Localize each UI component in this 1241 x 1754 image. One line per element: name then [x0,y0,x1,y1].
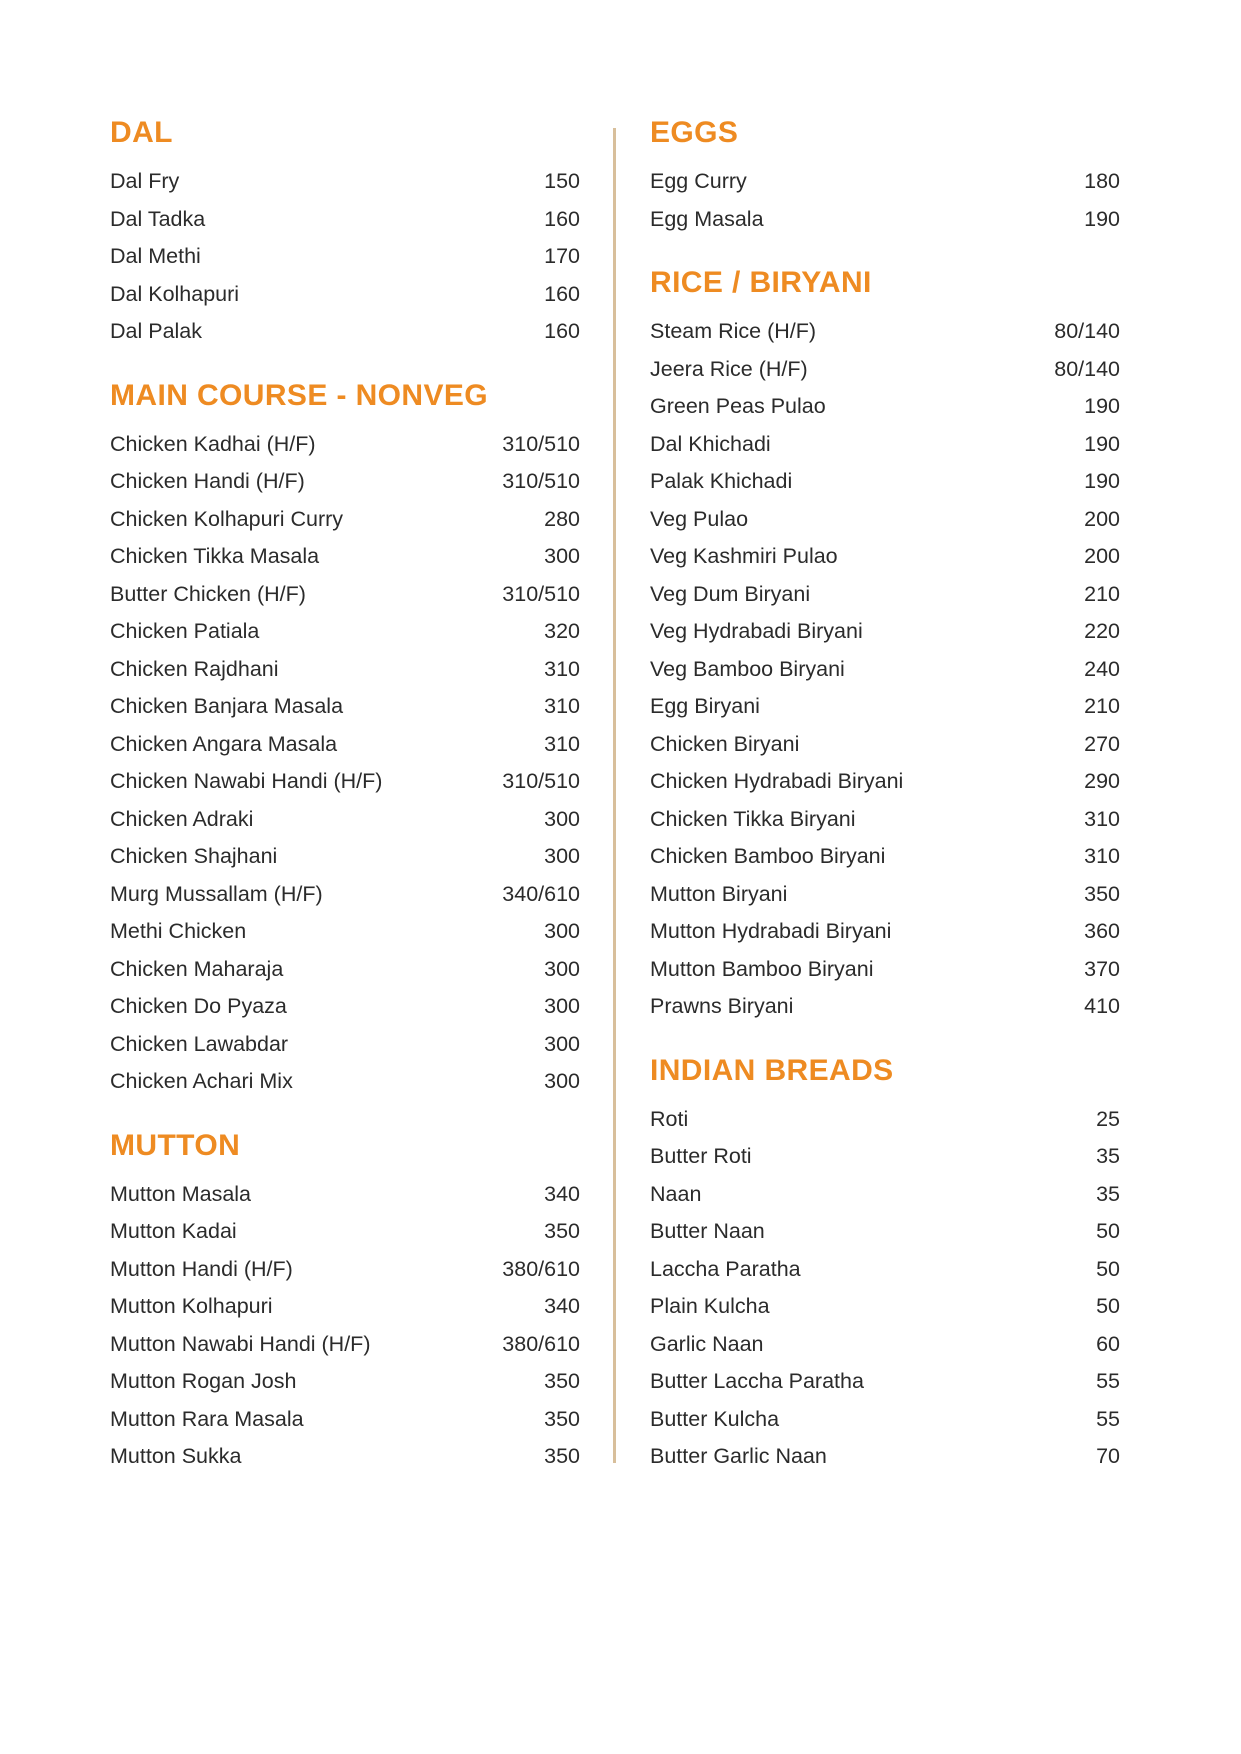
menu-item-name: Dal Khichadi [650,431,771,456]
menu-item-name: Chicken Kolhapuri Curry [110,506,344,531]
menu-item-name: Steam Rice (H/F) [650,319,817,343]
menu-item-name: Mutton Rara Masala [110,1406,304,1431]
menu-item-name: Mutton Nawabi Handi (H/F) [110,1331,371,1356]
menu-item-row [110,276,580,314]
menu-item-name: Butter Garlic Naan [650,1444,827,1468]
menu-item-row [110,463,580,501]
menu-item-price: 35 [1096,1144,1120,1168]
menu-item-price: 190 [1084,206,1120,231]
menu-item-name: Plain Kulcha [650,1294,770,1318]
menu-item-row [650,201,1120,239]
menu-item-price: 350 [544,1444,580,1468]
menu-section-dal [110,118,580,351]
menu-item-price: 310/510 [502,469,580,493]
menu-item-name: Butter Kulcha [650,1406,780,1431]
menu-item-name: Egg Biryani [650,694,760,718]
menu-item-row [110,763,580,801]
menu-item-name: Mutton Handi (H/F) [110,1256,293,1281]
menu-item-name: Laccha Paratha [650,1256,801,1281]
menu-item-name: Dal Fry [110,169,180,193]
menu-item-price: 270 [1084,731,1120,756]
menu-item-price: 80/140 [1054,356,1120,381]
menu-item-price: 370 [1084,956,1120,981]
menu-item-name: Veg Dum Biryani [650,581,811,606]
menu-item-list [110,426,580,1101]
menu-item-name: Dal Kolhapuri [110,281,240,306]
menu-item-price: 350 [544,1369,580,1393]
menu-item-row [110,238,580,276]
menu-item-name: Dal Palak [110,319,203,343]
menu-item-price: 310 [1084,844,1120,868]
menu-item-row [650,1326,1120,1364]
menu-item-name: Mutton Sukka [110,1444,242,1468]
menu-item-price: 50 [1096,1294,1120,1318]
menu-item-price: 55 [1096,1406,1120,1431]
menu-item-price: 300 [544,994,580,1018]
menu-item-price: 310/510 [502,769,580,793]
menu-item-price: 380/610 [502,1256,580,1281]
menu-item-name: Murg Mussallam (H/F) [110,881,323,906]
menu-item-row [110,1401,580,1439]
menu-item-name: Mutton Hydrabadi Biryani [650,919,892,943]
column-divider [613,128,616,1463]
menu-item-name: Veg Kashmiri Pulao [650,544,838,568]
menu-item-price: 300 [544,1069,580,1093]
menu-item-name: Prawns Biryani [650,994,794,1018]
menu-item-list [650,1101,1120,1476]
menu-section-rice-biryani [650,268,1120,1026]
menu-item-row [110,538,580,576]
menu-item-row [650,838,1120,876]
menu-columns [110,116,1131,1468]
menu-item-price: 300 [544,956,580,981]
menu-item-price: 190 [1084,431,1120,456]
menu-item-price: 300 [544,544,580,568]
menu-column-right [650,118,1120,1476]
menu-item-row [110,1176,580,1214]
menu-item-row [650,501,1120,539]
menu-item-name: Chicken Biryani [650,731,800,756]
section-title-mutton: MUTTON [110,1128,241,1162]
menu-item-row [650,951,1120,989]
menu-item-row [110,201,580,239]
menu-item-price: 170 [544,244,580,268]
menu-item-row [650,1438,1120,1476]
menu-item-row [650,651,1120,689]
menu-item-row [110,1288,580,1326]
menu-item-row [110,313,580,351]
menu-item-list [110,163,580,351]
menu-item-price: 350 [1084,881,1120,906]
menu-item-name: Chicken Nawabi Handi (H/F) [110,769,383,793]
menu-section-main-course-nonveg [110,378,580,1101]
menu-item-row [650,613,1120,651]
menu-item-name: Veg Hydrabadi Biryani [650,619,863,643]
menu-item-row [110,163,580,201]
menu-item-price: 350 [544,1406,580,1431]
menu-item-price: 190 [1084,394,1120,418]
menu-item-row [110,1363,580,1401]
section-title-main-course-nonveg: MAIN COURSE - NONVEG [110,378,489,412]
menu-item-row [650,726,1120,764]
menu-item-name: Chicken Lawabdar [110,1031,289,1056]
menu-item-price: 300 [544,806,580,831]
menu-item-price: 340 [544,1294,580,1318]
menu-item-name: Butter Laccha Paratha [650,1369,864,1393]
menu-item-name: Chicken Patiala [110,619,260,643]
menu-item-row [650,1401,1120,1439]
menu-item-name: Chicken Do Pyaza [110,994,287,1018]
menu-item-name: Chicken Tikka Masala [110,544,320,568]
menu-item-price: 350 [544,1219,580,1243]
menu-item-price: 200 [1084,506,1120,531]
menu-item-row [110,651,580,689]
menu-item-name: Jeera Rice (H/F) [650,356,808,381]
menu-item-row [650,1288,1120,1326]
menu-section-indian-breads [650,1053,1120,1476]
menu-item-price: 290 [1084,769,1120,793]
menu-item-price: 310 [544,731,580,756]
menu-item-price: 380/610 [502,1331,580,1356]
menu-item-price: 80/140 [1054,319,1120,343]
menu-item-row [110,913,580,951]
menu-item-price: 310 [1084,806,1120,831]
menu-item-name: Chicken Bamboo Biryani [650,844,886,868]
menu-item-price: 300 [544,844,580,868]
menu-item-name: Garlic Naan [650,1331,764,1356]
menu-item-price: 55 [1096,1369,1120,1393]
menu-item-price: 310/510 [502,431,580,456]
section-title-rice-biryani: RICE / BIRYANI [650,266,872,299]
menu-item-row [650,351,1120,389]
menu-item-row [650,313,1120,351]
menu-item-name: Butter Naan [650,1219,765,1243]
menu-item-row [650,763,1120,801]
menu-item-price: 360 [1084,919,1120,943]
menu-item-row [110,838,580,876]
menu-item-name: Chicken Handi (H/F) [110,469,305,493]
menu-item-name: Palak Khichadi [650,469,793,493]
menu-item-name: Veg Pulao [650,506,749,531]
menu-item-row [110,613,580,651]
section-title-dal: DAL [110,116,173,149]
menu-item-row [650,576,1120,614]
menu-item-price: 160 [544,206,580,231]
menu-item-row [110,576,580,614]
menu-item-name: Chicken Tikka Biryani [650,806,856,831]
menu-item-list [650,313,1120,1026]
menu-item-price: 60 [1096,1331,1120,1356]
menu-item-row [650,463,1120,501]
menu-item-price: 300 [544,919,580,943]
menu-item-name: Chicken Kadhai (H/F) [110,431,316,456]
menu-item-name: Mutton Biryani [650,881,788,906]
menu-item-name: Chicken Adraki [110,806,254,831]
menu-item-row [650,538,1120,576]
menu-item-name: Chicken Banjara Masala [110,694,344,718]
menu-item-price: 180 [1084,169,1120,193]
menu-item-row [110,1251,580,1289]
menu-item-name: Naan [650,1181,702,1206]
menu-item-price: 50 [1096,1256,1120,1281]
menu-item-name: Chicken Shajhani [110,844,278,868]
menu-item-price: 310 [544,694,580,718]
menu-item-row [110,726,580,764]
menu-item-row [650,688,1120,726]
menu-item-name: Egg Masala [650,206,764,231]
menu-item-price: 280 [544,506,580,531]
menu-item-name: Butter Roti [650,1144,752,1168]
menu-item-price: 25 [1096,1106,1120,1131]
menu-item-row [650,163,1120,201]
menu-item-row [650,801,1120,839]
menu-item-price: 50 [1096,1219,1120,1243]
menu-item-row [650,426,1120,464]
menu-item-row [110,876,580,914]
menu-item-price: 220 [1084,619,1120,643]
menu-item-row [650,876,1120,914]
section-title-eggs: EGGS [650,116,739,149]
menu-item-row [110,988,580,1026]
menu-item-name: Mutton Kolhapuri [110,1294,273,1318]
menu-item-price: 200 [1084,544,1120,568]
menu-item-row [650,913,1120,951]
menu-item-name: Dal Methi [110,244,201,268]
menu-item-price: 340 [544,1181,580,1206]
menu-item-name: Chicken Maharaja [110,956,284,981]
menu-item-row [650,1363,1120,1401]
menu-item-price: 70 [1096,1444,1120,1468]
menu-item-price: 300 [544,1031,580,1056]
menu-section-mutton [110,1128,580,1476]
menu-item-row [650,1101,1120,1139]
menu-item-name: Chicken Rajdhani [110,656,279,681]
menu-item-price: 310 [544,656,580,681]
menu-item-price: 190 [1084,469,1120,493]
menu-item-name: Dal Tadka [110,206,206,231]
menu-item-price: 35 [1096,1181,1120,1206]
menu-item-name: Mutton Masala [110,1181,252,1206]
menu-column-left [110,118,580,1476]
menu-item-name: Veg Bamboo Biryani [650,656,845,681]
menu-item-row [650,388,1120,426]
menu-item-price: 160 [544,319,580,343]
menu-item-list [650,163,1120,238]
menu-item-row [110,1438,580,1476]
menu-item-price: 210 [1084,694,1120,718]
menu-item-price: 410 [1084,994,1120,1018]
menu-item-price: 160 [544,281,580,306]
menu-item-price: 240 [1084,656,1120,681]
menu-item-row [110,1213,580,1251]
menu-item-row [110,1326,580,1364]
menu-item-row [650,1176,1120,1214]
menu-item-row [650,1251,1120,1289]
menu-item-name: Butter Chicken (H/F) [110,581,306,606]
menu-item-price: 310/510 [502,581,580,606]
menu-item-row [110,801,580,839]
menu-item-name: Chicken Hydrabadi Biryani [650,769,904,793]
menu-item-row [650,988,1120,1026]
menu-item-name: Methi Chicken [110,919,247,943]
menu-item-list [110,1176,580,1476]
menu-item-row [110,1063,580,1101]
menu-item-name: Chicken Angara Masala [110,731,338,756]
menu-item-name: Mutton Rogan Josh [110,1369,297,1393]
menu-item-name: Chicken Achari Mix [110,1069,293,1093]
menu-section-eggs [650,118,1120,238]
menu-item-name: Mutton Bamboo Biryani [650,956,874,981]
menu-item-price: 340/610 [502,881,580,906]
menu-item-price: 210 [1084,581,1120,606]
menu-item-name: Mutton Kadai [110,1219,237,1243]
menu-item-row [110,501,580,539]
menu-item-price: 150 [544,169,580,193]
menu-item-name: Green Peas Pulao [650,394,826,418]
menu-item-row [650,1138,1120,1176]
menu-item-price: 320 [544,619,580,643]
menu-item-row [110,426,580,464]
menu-item-row [110,688,580,726]
menu-item-row [650,1213,1120,1251]
menu-item-name: Egg Curry [650,169,747,193]
menu-item-name: Roti [650,1106,689,1131]
menu-item-row [110,1026,580,1064]
section-title-indian-breads: INDIAN BREADS [650,1053,894,1087]
menu-item-row [110,951,580,989]
